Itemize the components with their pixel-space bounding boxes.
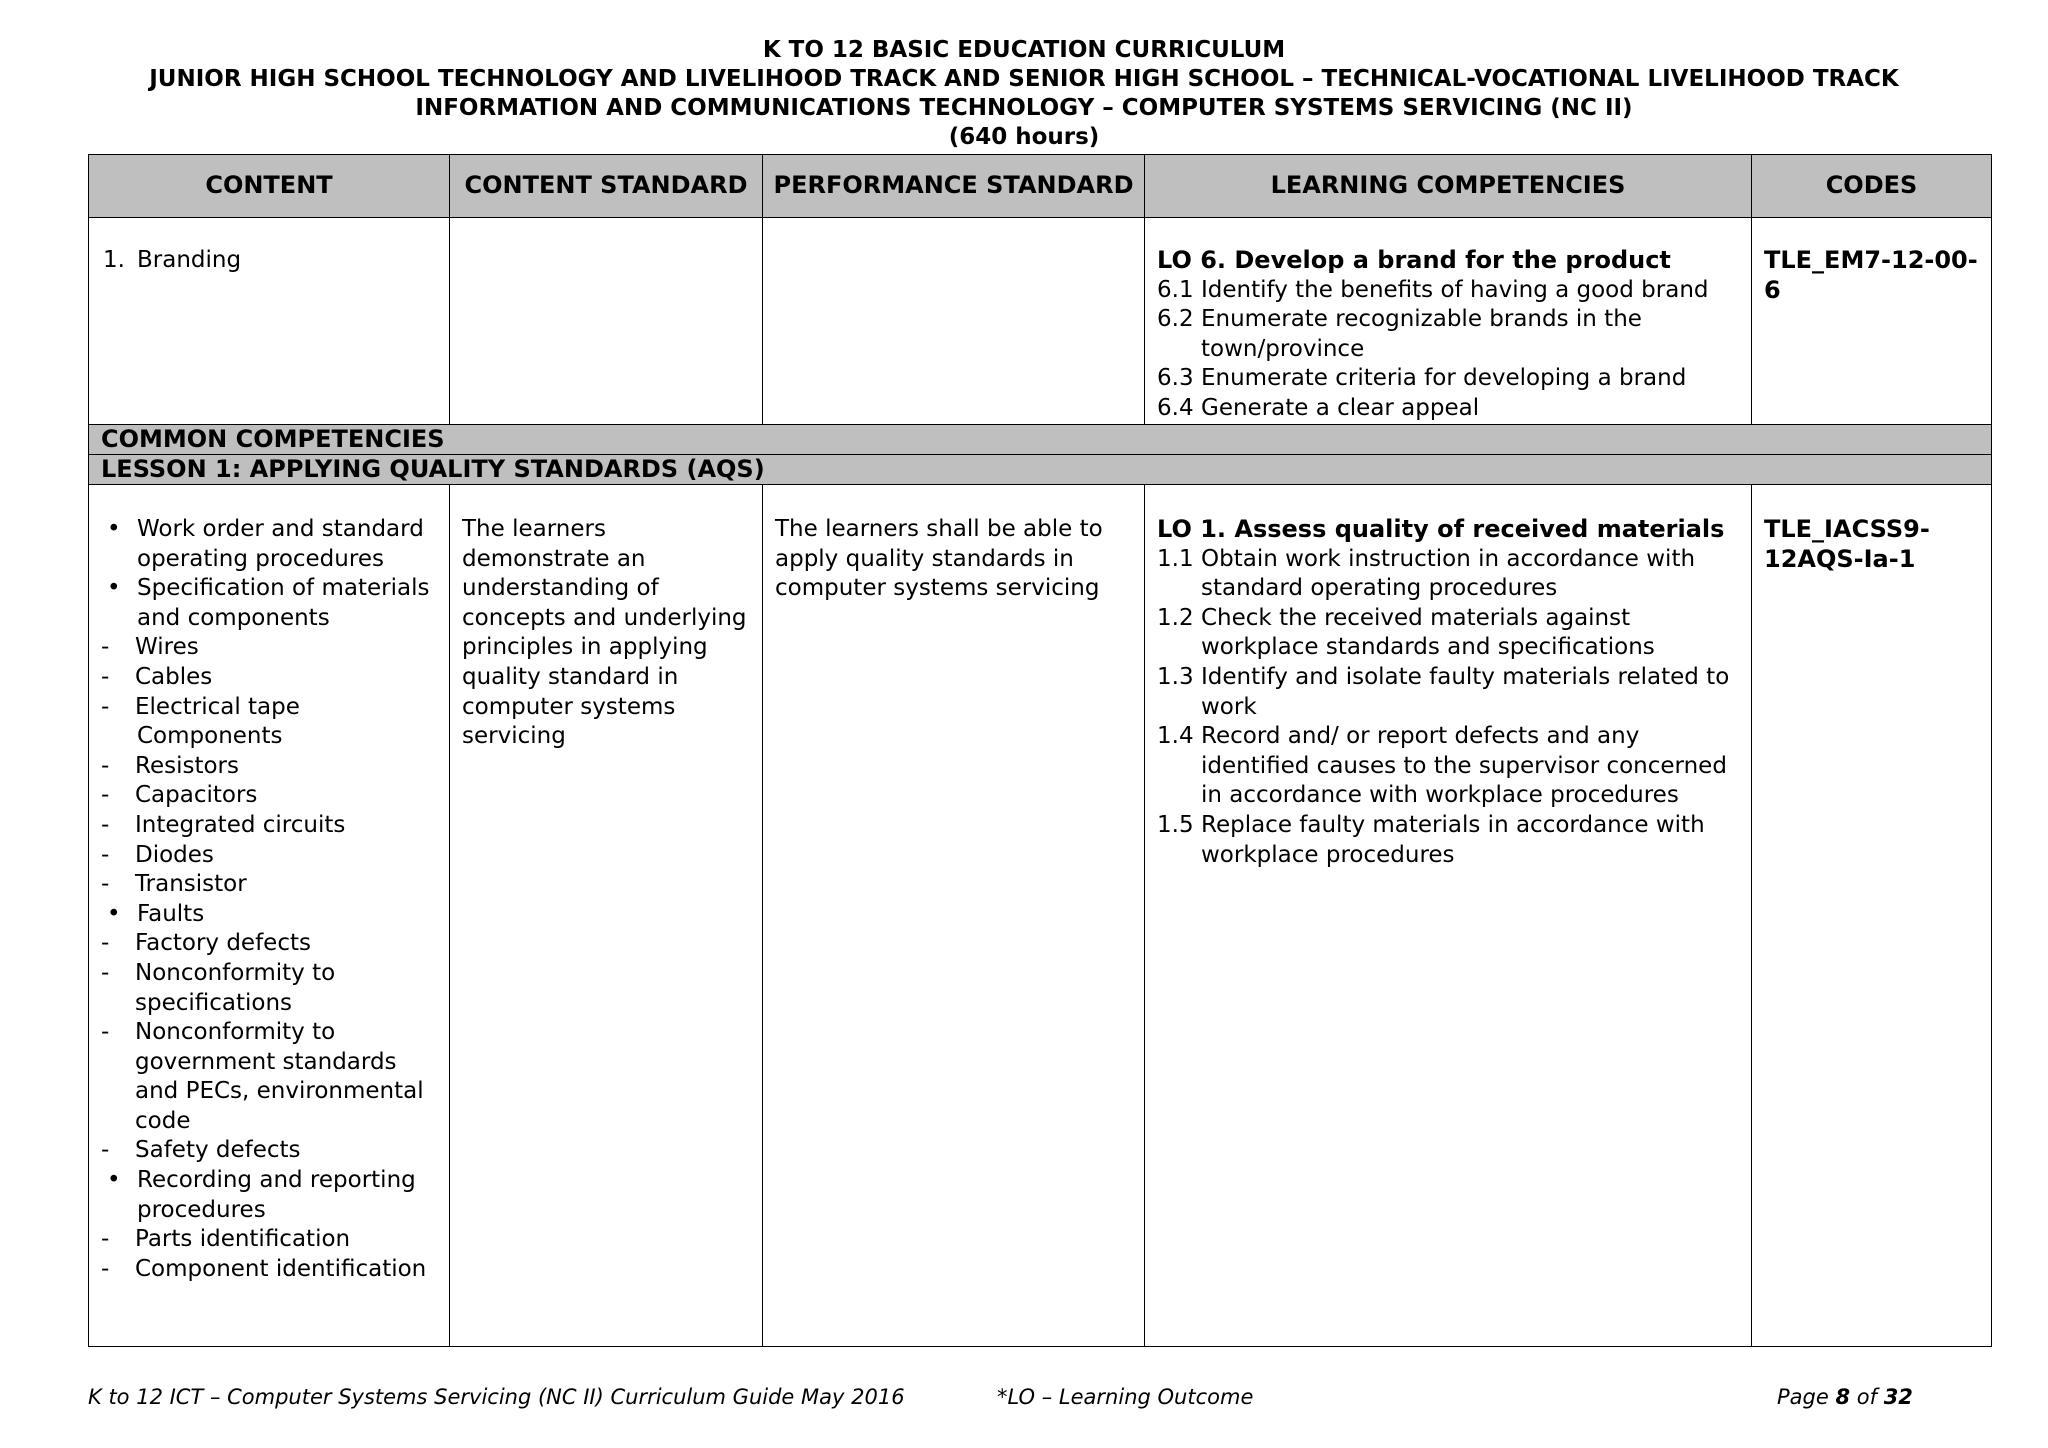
cell-learning-competencies xyxy=(1145,485,1752,1347)
cell-content xyxy=(89,218,450,425)
cell-performance-standard: The learners shall be able to apply quality standards in computer systems servicing xyxy=(763,485,1145,1347)
cell-learning-competencies xyxy=(1145,218,1752,425)
list-item: - Wires xyxy=(101,633,439,663)
doc-title: K TO 12 BASIC EDUCATION CURRICULUM xyxy=(762,37,1286,63)
competency-list xyxy=(1157,545,1741,871)
band-lesson-1 xyxy=(89,455,1992,485)
list-item xyxy=(101,246,439,276)
sub-list xyxy=(101,752,439,900)
list-item xyxy=(1157,811,1741,870)
list-item: - Safety defects xyxy=(101,1136,439,1166)
page-current: 8 xyxy=(1835,1385,1851,1409)
band-label: LESSON 1: APPLYING QUALITY STANDARDS (AQS) xyxy=(89,455,1992,485)
cell-content xyxy=(89,485,450,1347)
cell-performance-standard xyxy=(763,218,1145,425)
list-item: - Factory defects xyxy=(101,929,439,959)
band-label: COMMON COMPETENCIES xyxy=(89,425,1992,455)
item-text: Branding xyxy=(137,247,242,273)
item-number: 6.1 xyxy=(1157,276,1194,303)
list-item: - Resistors xyxy=(101,752,439,782)
list-item xyxy=(1157,394,1741,424)
table-header-row xyxy=(89,155,1992,218)
list-item: - Diodes xyxy=(101,841,439,871)
item-text: Replace faulty materials in accordance with workplace procedures xyxy=(1201,811,1705,868)
item-text: Obtain work instruction in accordance with standard operating procedures xyxy=(1201,545,1696,602)
list-item: - Parts identification xyxy=(101,1225,439,1255)
doc-subtitle: JUNIOR HIGH SCHOOL TECHNOLOGY AND LIVELIHOOD TRACK AND SENIOR HIGH SCHOOL – TECHNICAL-VOCATIONAL LIVELIHOOD TRACK xyxy=(149,66,1899,92)
item-text: Identify and isolate faulty materials related to work xyxy=(1201,663,1730,720)
footer-guide-title: K to 12 ICT – Computer Systems Servicing (NC II) Curriculum Guide May 2016 xyxy=(88,1385,905,1409)
cell-code: TLE_IACSS9-12AQS-Ia-1 xyxy=(1752,485,1992,1347)
item-text: Specification of materials and components xyxy=(137,575,430,631)
page-total: 32 xyxy=(1883,1385,1913,1409)
list-item xyxy=(1157,604,1741,663)
list-item xyxy=(1157,545,1741,604)
col-header-performance-standard: PERFORMANCE STANDARD xyxy=(763,155,1145,218)
item-number: 1.4 xyxy=(1157,723,1194,750)
list-item: - Nonconformity to government standards and PECs, environmental code xyxy=(101,1018,439,1136)
band-common-competencies xyxy=(89,425,1992,455)
item-text: Recording and reporting procedures xyxy=(137,1167,416,1223)
item-text: Enumerate criteria for developing a brand xyxy=(1201,365,1687,392)
item-text: Record and/ or report defects and any identified causes to the supervisor concerned in accordance with workplace procedures xyxy=(1201,723,1727,809)
item-text: Faults xyxy=(137,900,205,927)
cell-content-standard: The learners demonstrate an understanding of concepts and underlying principles in applying quality standard in computer systems servicing xyxy=(450,485,763,1347)
doc-hours: (640 hours) xyxy=(948,124,1100,150)
list-item xyxy=(101,900,439,1166)
item-number: 1.1 xyxy=(1157,545,1194,572)
list-item xyxy=(1157,663,1741,722)
item-text: Enumerate recognizable brands in the town/province xyxy=(1201,306,1642,362)
cell-code: TLE_EM7-12-00-6 xyxy=(1752,218,1992,425)
col-header-codes: CODES xyxy=(1752,155,1992,218)
list-item xyxy=(1157,305,1741,364)
list-item: - Electrical tape xyxy=(101,693,439,723)
content-list xyxy=(101,515,439,1284)
list-item xyxy=(101,574,439,900)
curriculum-table xyxy=(88,154,1992,1347)
item-number: 1.3 xyxy=(1157,663,1194,690)
cell-content-standard xyxy=(450,218,763,425)
item-text: Identify the benefits of having a good brand xyxy=(1201,276,1709,303)
item-number: 1. xyxy=(103,247,125,273)
lo-title: LO 1. Assess quality of received materials xyxy=(1157,515,1725,543)
item-text: Generate a clear appeal xyxy=(1201,394,1480,421)
list-item: • Work order and standard operating procedures xyxy=(101,515,439,574)
list-item: - Nonconformity to specifications xyxy=(101,959,439,1018)
list-item xyxy=(1157,722,1741,811)
item-number: 6.4 xyxy=(1157,394,1194,421)
table-row-aqs xyxy=(89,485,1992,1347)
list-item xyxy=(1157,364,1741,394)
item-number: 1.5 xyxy=(1157,811,1194,838)
sub-list xyxy=(101,633,439,722)
item-number: 6.2 xyxy=(1157,306,1194,333)
table-row-branding xyxy=(89,218,1992,425)
list-item: - Integrated circuits xyxy=(101,811,439,841)
col-header-learning-competencies: LEARNING COMPETENCIES xyxy=(1145,155,1752,218)
list-item: - Transistor xyxy=(101,870,439,900)
list-item: - Cables xyxy=(101,663,439,693)
list-item xyxy=(1157,276,1741,306)
competency-list xyxy=(1157,276,1741,424)
page-of: of xyxy=(1850,1385,1884,1409)
footer-page-number xyxy=(1777,1384,1913,1410)
footer-lo-note: *LO – Learning Outcome xyxy=(997,1385,1254,1409)
item-number: 1.2 xyxy=(1157,604,1194,631)
list-item: - Component identification xyxy=(101,1255,439,1285)
col-header-content: CONTENT xyxy=(89,155,450,218)
page-prefix: Page xyxy=(1777,1385,1836,1409)
item-text: Check the received materials against workplace standards and specifications xyxy=(1201,604,1655,661)
col-header-content-standard: CONTENT STANDARD xyxy=(450,155,763,218)
sub-list xyxy=(101,929,439,1166)
doc-program: INFORMATION AND COMMUNICATIONS TECHNOLOGY – COMPUTER SYSTEMS SERVICING (NC II) xyxy=(415,95,1633,121)
list-item xyxy=(101,1166,439,1284)
components-label: Components xyxy=(137,723,283,750)
lo-title: LO 6. Develop a brand for the product xyxy=(1157,246,1671,274)
item-number: 6.3 xyxy=(1157,365,1194,392)
list-item: - Capacitors xyxy=(101,781,439,811)
sub-list xyxy=(101,1225,439,1284)
